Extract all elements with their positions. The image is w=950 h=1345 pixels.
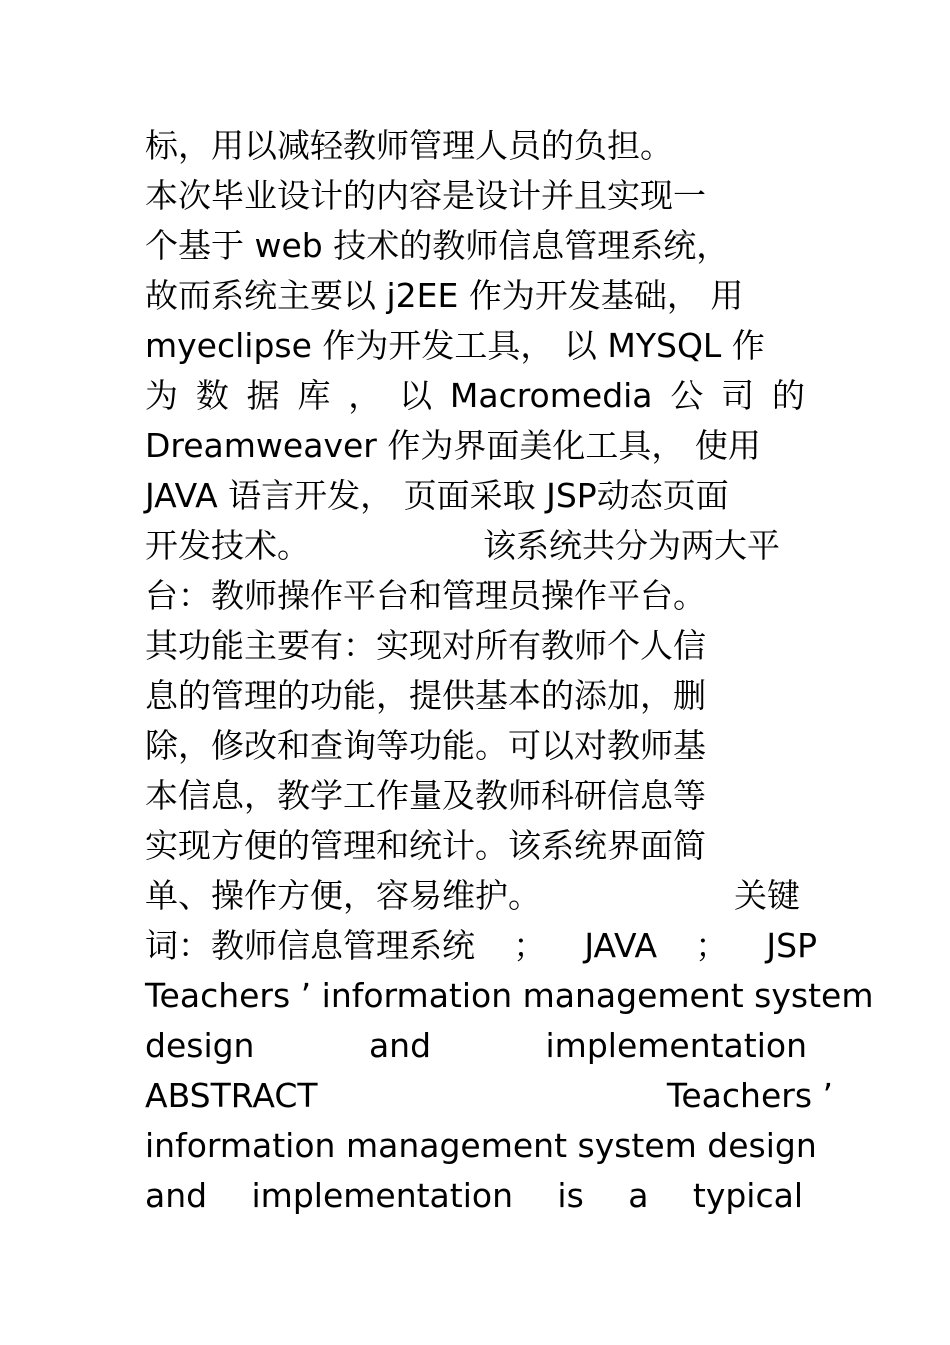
word: 公 xyxy=(670,376,704,415)
word: JSP xyxy=(766,926,817,965)
word: 库 xyxy=(297,376,331,415)
text-line-21: information management system design xyxy=(145,1126,817,1165)
word: and xyxy=(145,1176,208,1215)
word: implementation xyxy=(251,1176,513,1215)
word: design xyxy=(145,1026,255,1065)
word: 司 xyxy=(721,376,755,415)
word: 为 xyxy=(145,376,178,415)
word: Macromedia xyxy=(449,376,653,415)
word: typical xyxy=(692,1176,803,1215)
text-line-1: 标，用以减轻教师管理人员的负担。 xyxy=(145,126,673,165)
text-line-15: 实现方便的管理和统计。该系统界面简 xyxy=(145,826,706,865)
word: a xyxy=(628,1176,649,1215)
word: and xyxy=(368,1026,432,1065)
text-line-12: 息的管理的功能，提供基本的添加，删 xyxy=(145,676,706,715)
text-line-4: 故而系统主要以 j2EE 作为开发基础， 用 xyxy=(145,276,744,315)
text-line-6 xyxy=(145,371,805,421)
line-right-segment: Teachers ’ xyxy=(666,1076,833,1115)
text-line-3: 个基于 web 技术的教师信息管理系统， xyxy=(145,226,730,265)
word: 词：教师信息管理系统 xyxy=(145,926,475,965)
word: 的 xyxy=(771,376,805,415)
line-left-segment: 单、操作方便，容易维护。 xyxy=(145,876,541,915)
text-line-20 xyxy=(145,1071,833,1121)
word: JAVA xyxy=(584,926,658,965)
text-line-2: 本次毕业设计的内容是设计并且实现一 xyxy=(145,176,706,215)
text-line-19 xyxy=(145,1021,807,1071)
text-line-10: 台：教师操作平台和管理员操作平台。 xyxy=(145,576,706,615)
word: 数 xyxy=(195,376,229,415)
word: 以 xyxy=(399,376,433,415)
text-line-14: 本信息，教学工作量及教师科研信息等 xyxy=(145,776,706,815)
text-line-5: myeclipse 作为开发工具， 以 MYSQL 作 xyxy=(145,326,765,365)
text-line-16 xyxy=(145,871,800,921)
line-right-segment: 该系统共分为两大平 xyxy=(483,526,780,565)
word: is xyxy=(557,1176,584,1215)
text-line-22 xyxy=(145,1171,803,1221)
word: 据 xyxy=(246,376,280,415)
line-left-segment: ABSTRACT xyxy=(145,1076,318,1115)
text-line-18: Teachers ’ information management system xyxy=(145,976,874,1015)
text-line-9 xyxy=(145,521,780,571)
word: ； xyxy=(513,926,547,965)
text-line-17 xyxy=(145,921,817,971)
line-right-segment: 关键 xyxy=(734,876,800,915)
line-left-segment: 开发技术。 xyxy=(145,526,310,565)
text-line-11: 其功能主要有：实现对所有教师个人信 xyxy=(145,626,706,665)
word: ， xyxy=(348,376,382,415)
word: implementation xyxy=(545,1026,807,1065)
text-line-13: 除，修改和查询等功能。可以对教师基 xyxy=(145,726,706,765)
text-line-7: Dreamweaver 作为界面美化工具， 使用 xyxy=(145,426,761,465)
text-line-8: JAVA 语言开发， 页面采取 JSP动态页面 xyxy=(145,476,729,515)
word: ； xyxy=(695,926,729,965)
